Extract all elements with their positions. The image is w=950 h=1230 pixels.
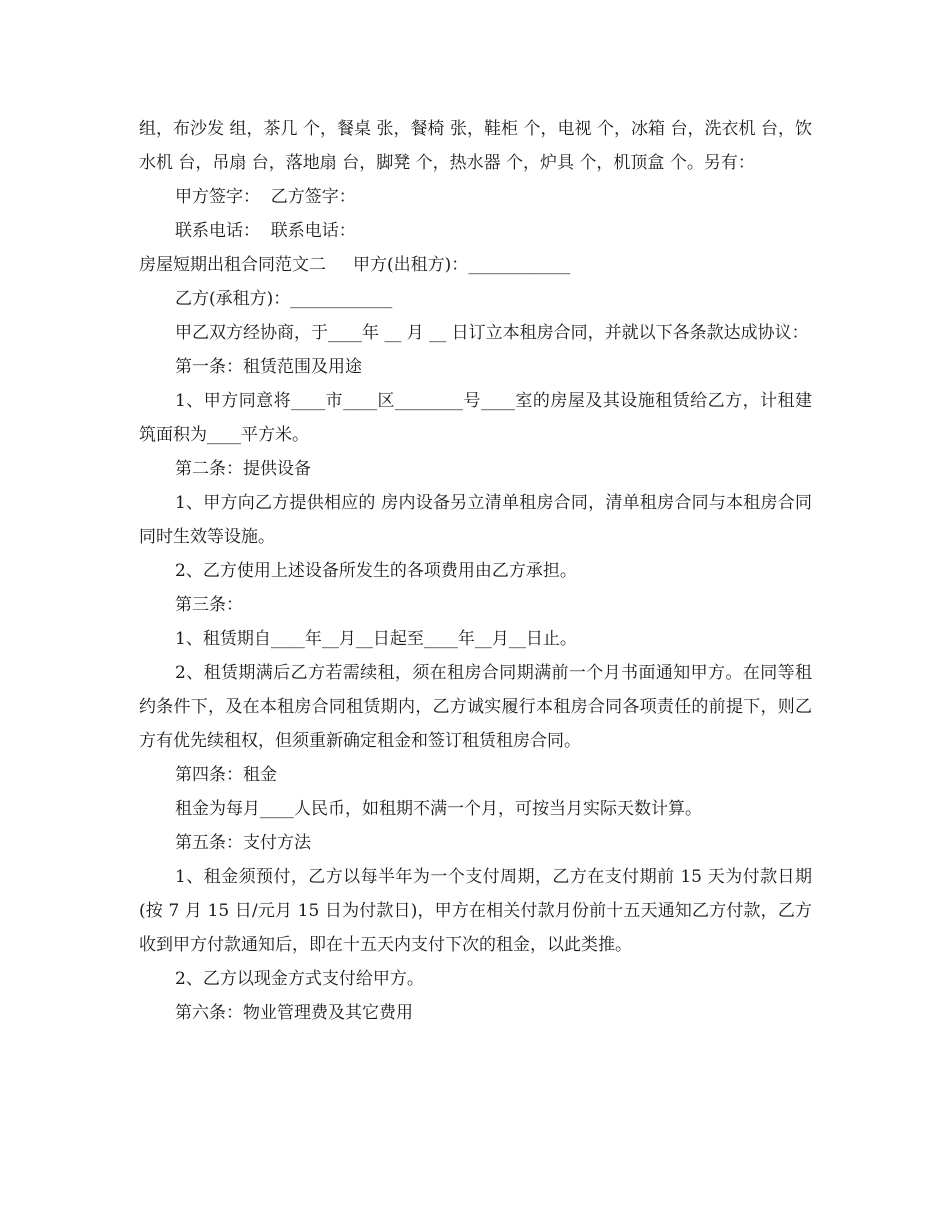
paragraph-party-b: 乙方(承租方)：____________ <box>175 289 393 309</box>
paragraph-article-4-rent: 租金为每月____人民币，如租期不满一个月，可按当月实际天数计算。 <box>175 799 702 819</box>
paragraph-furniture-list: 组，布沙发 组，茶几 个，餐桌 张，餐椅 张，鞋柜 个，电视 个，冰箱 台，洗衣机 台，饮水机 台，吊扇 台，落地扇 台，脚凳 个，热水器 个，炉具 个，机顶盒 个。另有： <box>139 119 812 173</box>
paragraph-article-1-item-1: 1、甲方同意将____市____区________号____室的房屋及其设施租赁给乙方，计租建筑面积为____平方米。 <box>139 391 812 445</box>
paragraph-article-5-item-2: 2、乙方以现金方式支付给甲方。 <box>175 969 424 989</box>
paragraph-phones: 联系电话： 联系电话： <box>175 221 356 241</box>
paragraph-article-3-item-1: 1、租赁期自____年__月__日起至____年__月__日止。 <box>175 629 577 649</box>
heading-article-1: 第一条：租赁范围及用途 <box>175 357 362 377</box>
heading-article-6: 第六条：物业管理费及其它费用 <box>175 1003 413 1023</box>
paragraph-signatures: 甲方签字： 乙方签字： <box>175 187 356 207</box>
paragraph-article-2-item-2: 2、乙方使用上述设备所发生的各项费用由乙方承担。 <box>175 561 577 581</box>
paragraph-contract-title-party-a: 房屋短期出租合同范文二 甲方(出租方)：____________ <box>139 255 571 275</box>
paragraph-article-2-item-1: 1、甲方向乙方提供相应的 房内设备另立清单租房合同，清单租房合同与本租房合同同时生效等设施。 <box>139 493 812 547</box>
paragraph-article-3-item-2: 2、租赁期满后乙方若需续租，须在租房合同期满前一个月书面通知甲方。在同等租约条件下，及在本租房合同租赁期内，乙方诚实履行本租房合同各项责任的前提下，则乙方有优先续租权，但须重新确定租金和签订租赁租房合同。 <box>139 663 812 751</box>
document-body <box>139 112 812 1030</box>
heading-article-3: 第三条： <box>175 595 243 615</box>
heading-article-2: 第二条：提供设备 <box>175 459 311 479</box>
paragraph-article-5-item-1: 1、租金须预付，乙方以每半年为一个支付周期，乙方在支付期前 15 天为付款日期(按 7 月 15 日/元月 15 日为付款日)，甲方在相关付款月份前十五天通知乙方付款，乙方收到甲方付款通知后，即在十五天内支付下次的租金，以此类推。 <box>139 867 812 955</box>
heading-article-4: 第四条：租金 <box>175 765 277 785</box>
paragraph-agreement-intro: 甲乙双方经协商，于____年 __ 月 __ 日订立本租房合同，并就以下各条款达成协议： <box>175 323 809 343</box>
heading-article-5: 第五条：支付方法 <box>175 833 311 853</box>
